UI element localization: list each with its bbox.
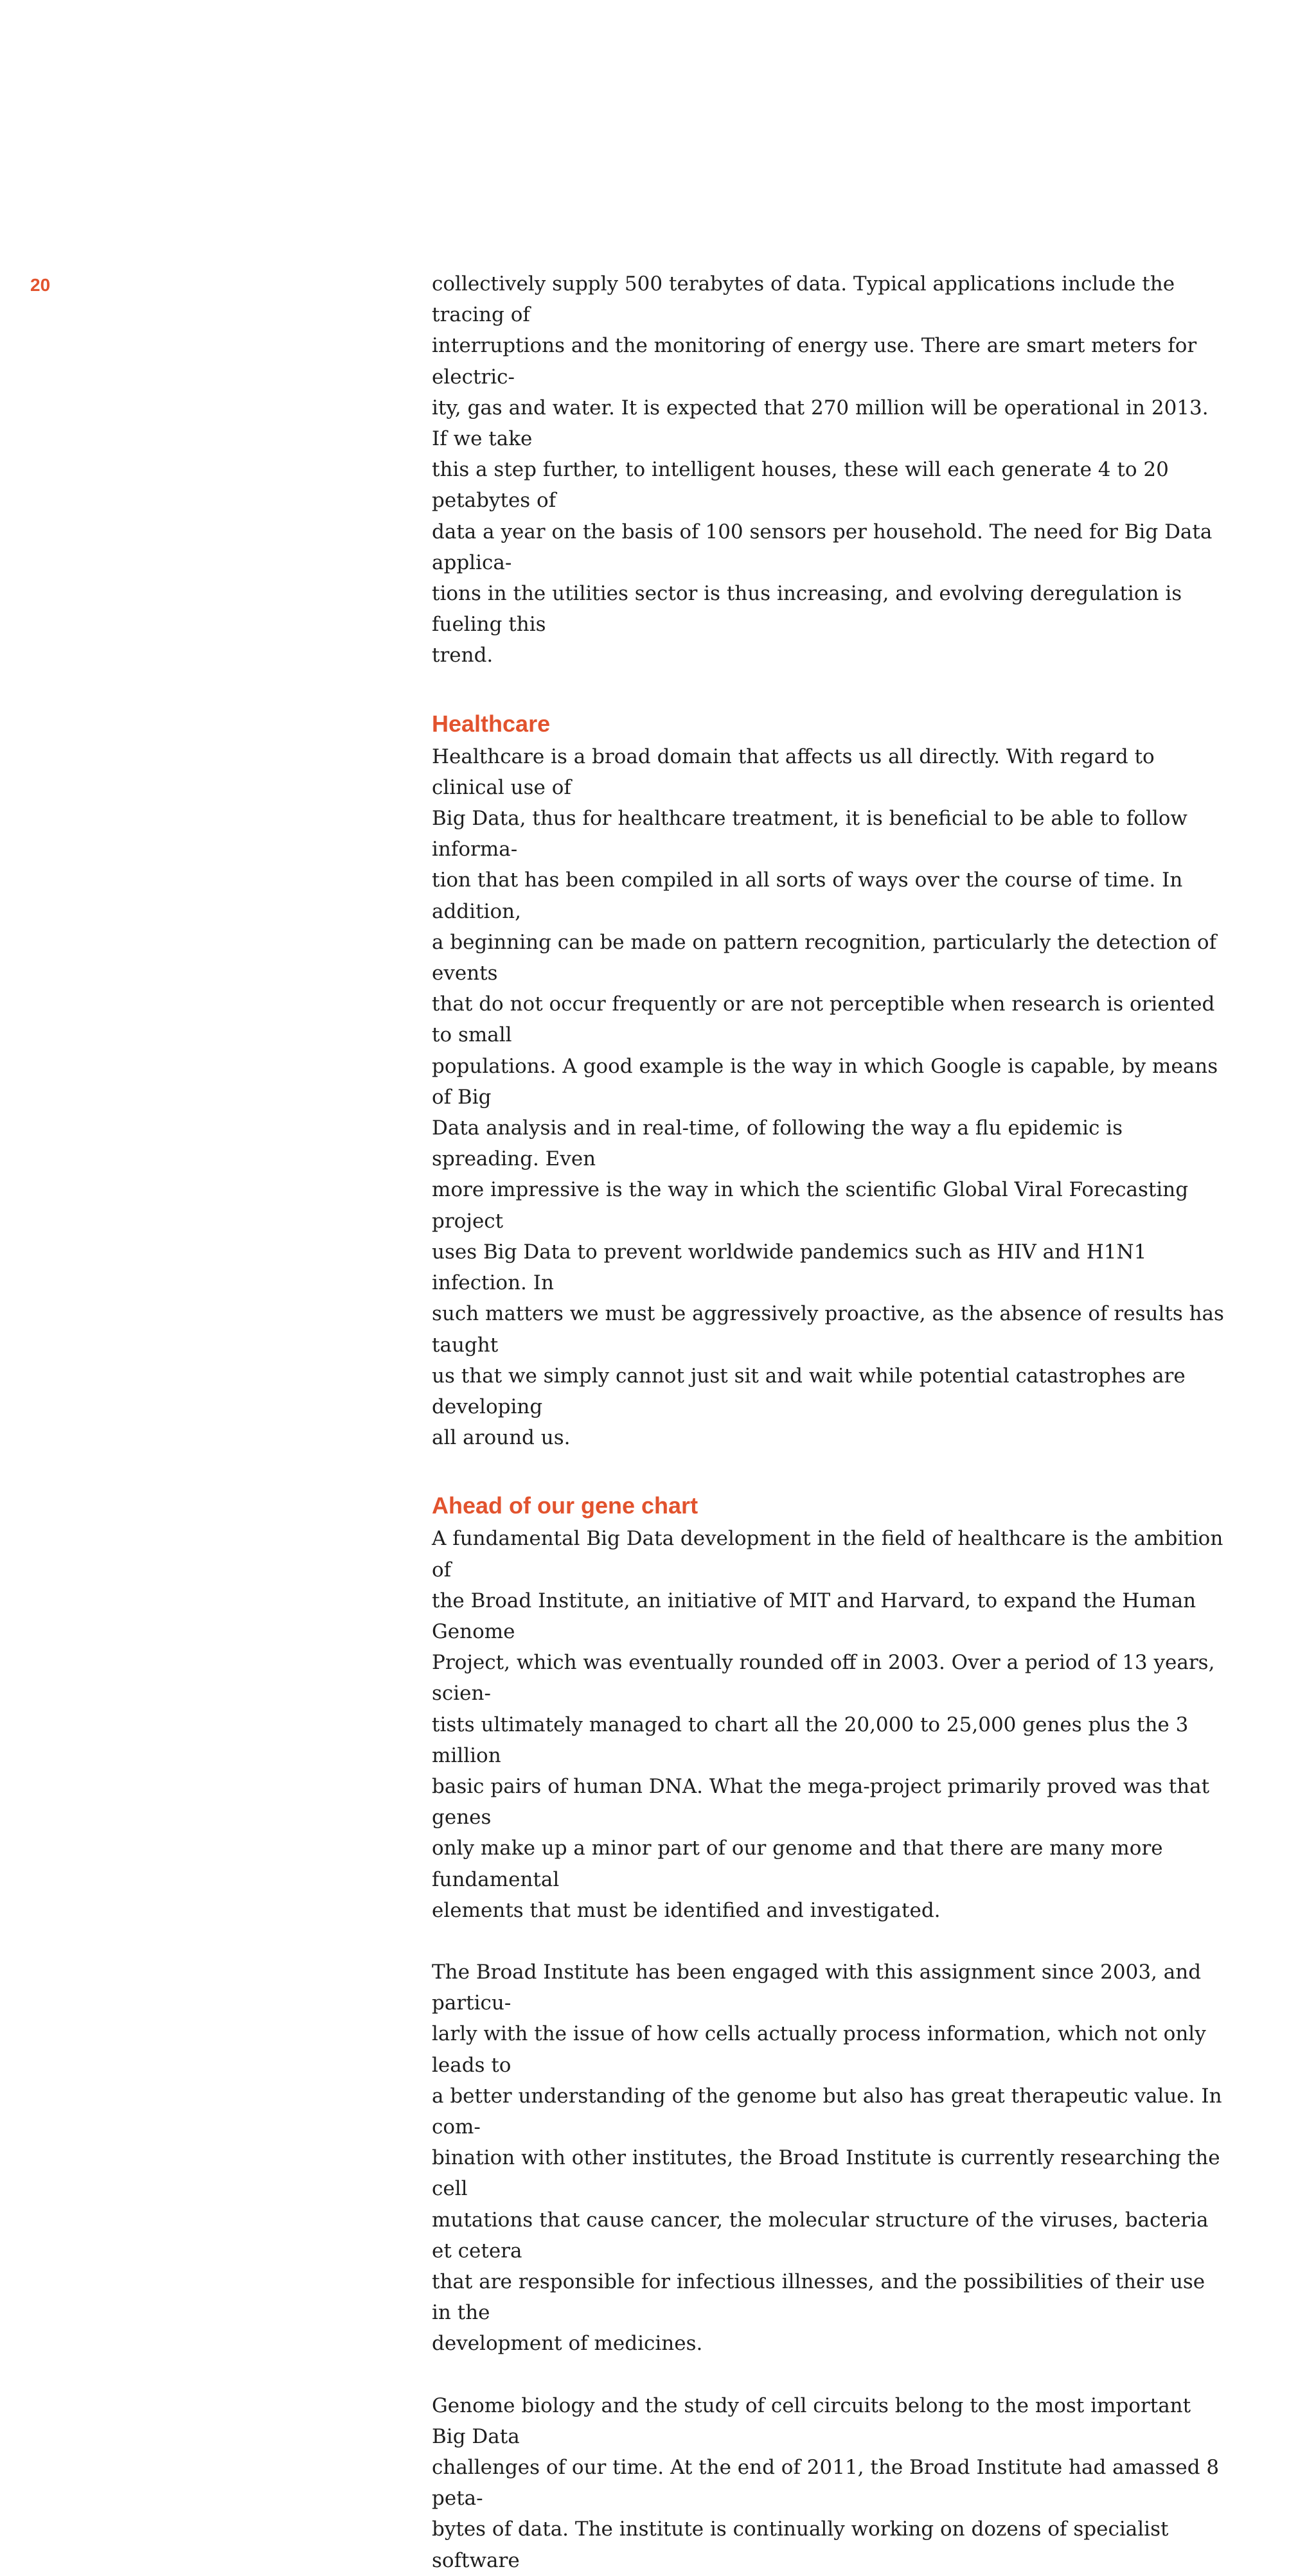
paragraph-spacer <box>432 2360 1229 2390</box>
paragraph-healthcare: Healthcare is a broad domain that affects us all directly. With regard to clinical use of Big Data, thus for healthcare treatment, it is beneficial to be able to follow informa- tion that has been compiled in all sorts of ways over the course of time. In addition, a beginning can be made on pattern recognition, particularly the detection of events that do not occur frequently or are not perceptible when research is oriented to small populations. A good example is the way in which Google is capable, by means of Big Data analysis and in real-time, of following the way a flu epidemic is spreading. Even more impressive is the way in which the scientific Global Viral Forecasting project uses Big Data to prevent worldwide pandemics such as HIV and H1N1 infection. In such matters we must be aggressively proactive, as the absence of results has taught us that we simply cannot just sit and wait while potential catastrophes are developing all around us. <box>432 745 1224 1450</box>
paragraph-gene-chart: A fundamental Big Data development in the field of healthcare is the ambition of the Broad Institute, an initiative of MIT and Harvard, to expand the Human Genome Project, which was eventually rounded off in 2003. Over a period of 13 years, scien- tists ultimately managed to chart all the 20,000 to 25,000 genes plus the 3 million basic pairs of human DNA. What the mega-project primarily proved was that genes only make up a minor part of our genome and that there are many more fundamental elements that must be identified and investigated. <box>432 1527 1223 1922</box>
paragraph-broad-institute: The Broad Institute has been engaged with this assignment since 2003, and particu- larly with the issue of how cells actually process information, which not only leads to a better understanding of the genome but also has great therapeutic value. In com- bination with other institutes, the Broad Institute is currently researching the cell mutations that cause cancer, the molecular structure of the viruses, bacteria et cetera that are responsible for infectious illnesses, and the possibilities of their use in the development of medicines. <box>432 1960 1222 2356</box>
heading-gene-chart: Ahead of our gene chart <box>432 1492 698 1519</box>
heading-healthcare: Healthcare <box>432 710 551 737</box>
page-number: 20 <box>30 275 51 295</box>
paragraph-spacer <box>432 1453 1229 1484</box>
paragraph-utilities: collectively supply 500 terabytes of data. Typical applications include the tracing of interruptions and the monitoring of energy use. There are smart meters for electric- ity, gas and water. It is expected that 270 million will be operational in 2013. If we take this a step further, to intelligent houses, these will each generate 4 to 20 petabytes of data a year on the basis of 100 sensors per household. The need for Big Data applica- tions in the utilities sector is thus increasing, and evolving deregulation is fueling this trend. <box>432 272 1213 667</box>
paragraph-genome-biology: Genome biology and the study of cell circuits belong to the most important Big Data challenges of our time. At the end of 2011, the Broad Institute had amassed 8 peta- bytes of data. The institute is continually working on dozens of specialist software <box>432 2394 1220 2572</box>
paragraph-spacer <box>432 1926 1229 1957</box>
article-body <box>432 269 1229 2576</box>
paragraph-spacer <box>432 671 1229 702</box>
